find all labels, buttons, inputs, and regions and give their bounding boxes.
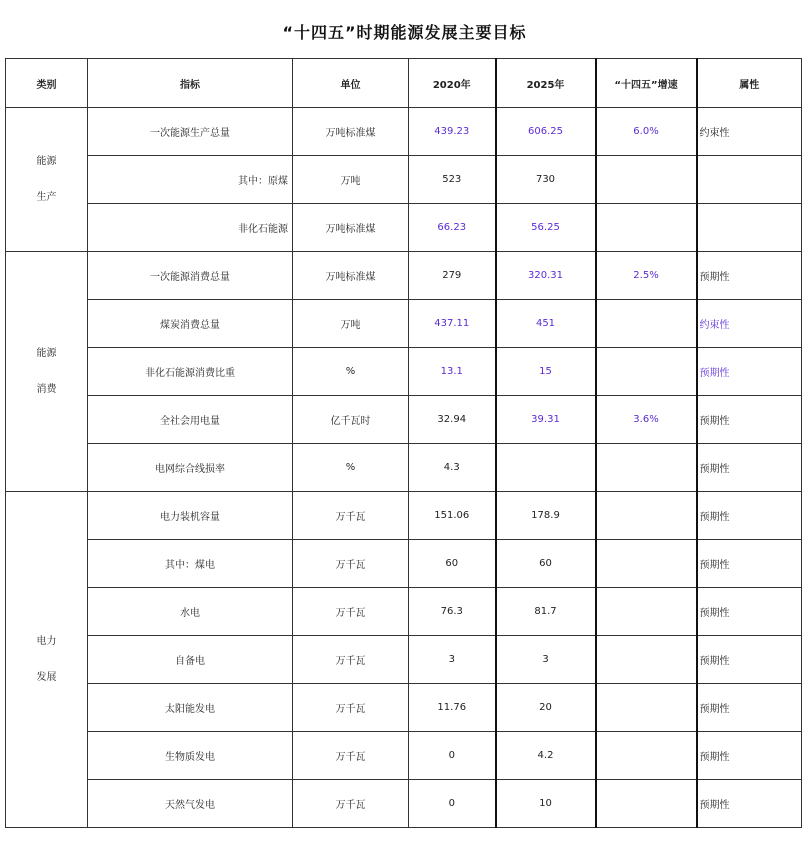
energy-targets-table: [5, 58, 802, 828]
attribute-cell: 预期性: [697, 636, 802, 684]
unit-cell: 万吨标准煤: [293, 108, 409, 156]
value-2020-cell: 439.23: [409, 108, 496, 156]
growth-cell: [596, 636, 697, 684]
category-line: 发展: [36, 671, 57, 683]
indicator-cell: 自备电: [88, 636, 293, 684]
unit-cell: %: [293, 444, 409, 492]
value-2025-cell: 3: [496, 636, 596, 684]
table-header-row: [6, 59, 802, 108]
attribute-cell: 预期性: [697, 348, 802, 396]
indicator-cell: 一次能源生产总量: [88, 108, 293, 156]
attribute-cell: 预期性: [697, 492, 802, 540]
growth-cell: [596, 684, 697, 732]
growth-cell: [596, 156, 697, 204]
attribute-cell: 约束性: [697, 300, 802, 348]
growth-cell: [596, 540, 697, 588]
table-row: [6, 684, 802, 732]
unit-cell: 万千瓦: [293, 684, 409, 732]
table-row: [6, 588, 802, 636]
indicator-cell: 煤炭消费总量: [88, 300, 293, 348]
value-2020-cell: 523: [409, 156, 496, 204]
value-2025-cell: 320.31: [496, 252, 596, 300]
unit-cell: %: [293, 348, 409, 396]
table-row: [6, 540, 802, 588]
table-row: [6, 300, 802, 348]
table-row: [6, 780, 802, 828]
table-row: [6, 108, 802, 156]
indicator-cell: 一次能源消费总量: [88, 252, 293, 300]
value-2020-cell: 11.76: [409, 684, 496, 732]
header-2025: 2025年: [496, 59, 596, 108]
header-category: 类别: [6, 59, 88, 108]
value-2020-cell: 279: [409, 252, 496, 300]
unit-cell: 万千瓦: [293, 636, 409, 684]
value-2020-cell: 13.1: [409, 348, 496, 396]
category-line: 电力: [36, 635, 57, 647]
attribute-cell: 预期性: [697, 732, 802, 780]
growth-cell: [596, 348, 697, 396]
value-2025-cell: 4.2: [496, 732, 596, 780]
table-row: [6, 492, 802, 540]
header-2020: 2020年: [409, 59, 496, 108]
table-row: [6, 252, 802, 300]
header-unit: 单位: [293, 59, 409, 108]
growth-cell: [596, 588, 697, 636]
value-2025-cell: 606.25: [496, 108, 596, 156]
attribute-cell: [697, 156, 802, 204]
indicator-cell: 电网综合线损率: [88, 444, 293, 492]
category-consumption: [6, 252, 88, 492]
value-2025-cell: 730: [496, 156, 596, 204]
value-2020-cell: 3: [409, 636, 496, 684]
unit-cell: 万千瓦: [293, 588, 409, 636]
value-2025-cell: 81.7: [496, 588, 596, 636]
value-2025-cell: 39.31: [496, 396, 596, 444]
indicator-cell: 全社会用电量: [88, 396, 293, 444]
value-2025-cell: 10: [496, 780, 596, 828]
growth-cell: [596, 300, 697, 348]
attribute-cell: [697, 204, 802, 252]
attribute-cell: 预期性: [697, 684, 802, 732]
indicator-cell: 太阳能发电: [88, 684, 293, 732]
category-line: 能源: [36, 155, 57, 167]
table-row: [6, 348, 802, 396]
table-row: [6, 204, 802, 252]
value-2020-cell: 437.11: [409, 300, 496, 348]
value-2020-cell: 0: [409, 780, 496, 828]
category-line: 消费: [36, 383, 57, 395]
value-2020-cell: 151.06: [409, 492, 496, 540]
indicator-cell: 其中：煤电: [88, 540, 293, 588]
growth-cell: [596, 732, 697, 780]
unit-cell: 万吨: [293, 300, 409, 348]
unit-cell: 万千瓦: [293, 732, 409, 780]
unit-cell: 亿千瓦时: [293, 396, 409, 444]
value-2020-cell: 4.3: [409, 444, 496, 492]
category-power: [6, 492, 88, 828]
unit-cell: 万千瓦: [293, 540, 409, 588]
table-row: [6, 396, 802, 444]
table-row: [6, 636, 802, 684]
value-2025-cell: 178.9: [496, 492, 596, 540]
page-title: “十四五”时期能源发展主要目标: [282, 23, 527, 42]
value-2025-cell: 60: [496, 540, 596, 588]
value-2025-cell: 56.25: [496, 204, 596, 252]
unit-cell: 万吨: [293, 156, 409, 204]
growth-cell: [596, 204, 697, 252]
indicator-cell: 非化石能源: [88, 204, 293, 252]
value-2020-cell: 0: [409, 732, 496, 780]
growth-cell: [596, 444, 697, 492]
attribute-cell: 预期性: [697, 588, 802, 636]
indicator-cell: 其中：原煤: [88, 156, 293, 204]
growth-cell: [596, 780, 697, 828]
indicator-cell: 非化石能源消费比重: [88, 348, 293, 396]
growth-cell: 2.5%: [596, 252, 697, 300]
value-2020-cell: 66.23: [409, 204, 496, 252]
unit-cell: 万千瓦: [293, 780, 409, 828]
growth-cell: 3.6%: [596, 396, 697, 444]
value-2025-cell: 20: [496, 684, 596, 732]
attribute-cell: 预期性: [697, 396, 802, 444]
value-2025-cell: 451: [496, 300, 596, 348]
attribute-cell: 约束性: [697, 108, 802, 156]
attribute-cell: 预期性: [697, 252, 802, 300]
header-attribute: 属性: [697, 59, 802, 108]
value-2025-cell: 15: [496, 348, 596, 396]
value-2025-cell: [496, 444, 596, 492]
header-growth: “十四五”增速: [596, 59, 697, 108]
attribute-cell: 预期性: [697, 540, 802, 588]
indicator-cell: 生物质发电: [88, 732, 293, 780]
category-line: 生产: [36, 191, 57, 203]
table-row: [6, 444, 802, 492]
value-2020-cell: 76.3: [409, 588, 496, 636]
header-indicator: 指标: [88, 59, 293, 108]
indicator-cell: 天然气发电: [88, 780, 293, 828]
table-row: [6, 156, 802, 204]
indicator-cell: 电力装机容量: [88, 492, 293, 540]
unit-cell: 万千瓦: [293, 492, 409, 540]
growth-cell: 6.0%: [596, 108, 697, 156]
category-production: [6, 108, 88, 252]
unit-cell: 万吨标准煤: [293, 252, 409, 300]
value-2020-cell: 32.94: [409, 396, 496, 444]
unit-cell: 万吨标准煤: [293, 204, 409, 252]
table-row: [6, 732, 802, 780]
growth-cell: [596, 492, 697, 540]
value-2020-cell: 60: [409, 540, 496, 588]
attribute-cell: 预期性: [697, 780, 802, 828]
attribute-cell: 预期性: [697, 444, 802, 492]
category-line: 能源: [36, 347, 57, 359]
indicator-cell: 水电: [88, 588, 293, 636]
